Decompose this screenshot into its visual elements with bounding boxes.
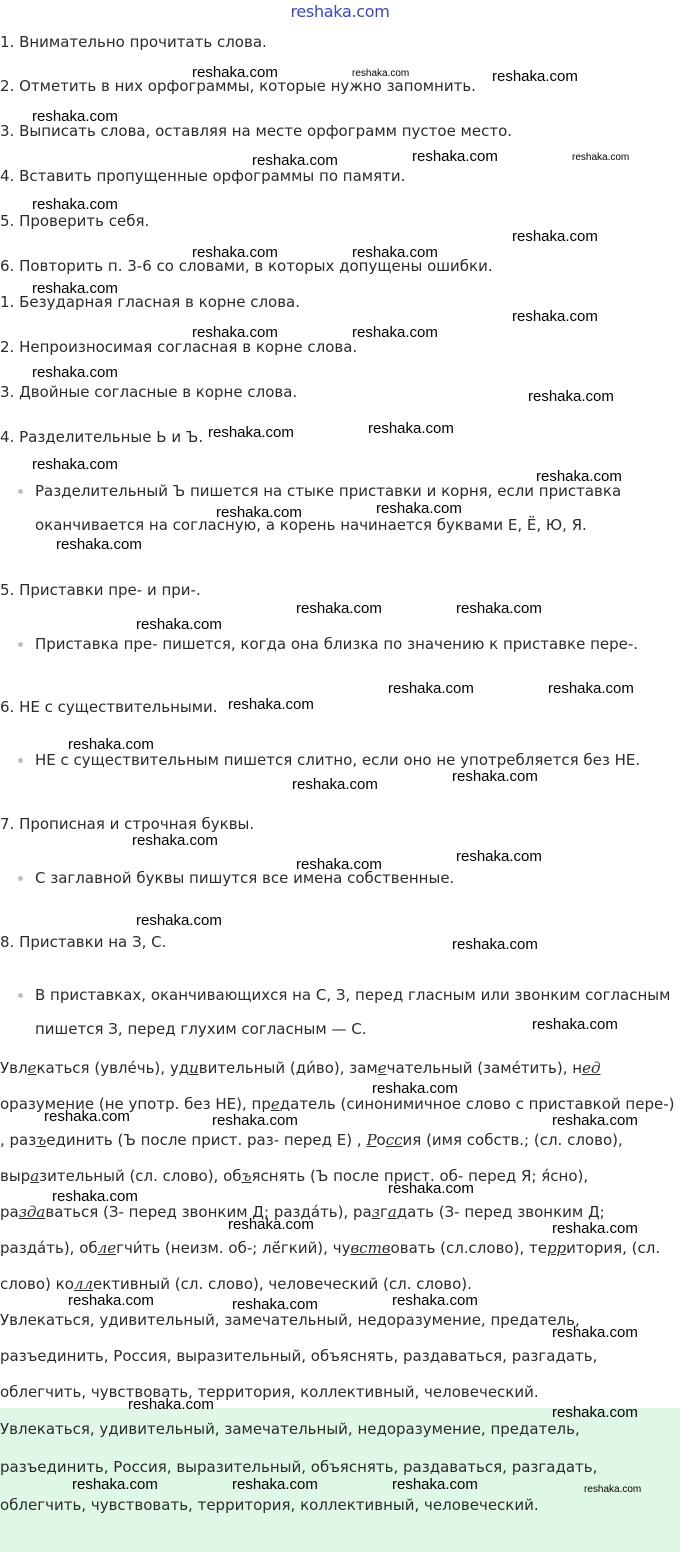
bullet-dot xyxy=(18,876,23,881)
watermark: reshaka.com xyxy=(532,1016,618,1033)
watermark: reshaka.com xyxy=(232,1476,318,1493)
bullet-dot xyxy=(18,642,23,647)
watermark: reshaka.com xyxy=(128,1396,214,1413)
watermark: reshaka.com xyxy=(572,152,630,163)
step-6: 6. Повторить п. 3-6 со словами, в которых допущены ошибки. xyxy=(0,257,493,275)
orthogram-mark: е xyxy=(377,1059,387,1077)
watermark: reshaka.com xyxy=(456,600,542,617)
watermark: reshaka.com xyxy=(32,456,118,473)
watermark: reshaka.com xyxy=(552,1404,638,1421)
watermark: reshaka.com xyxy=(192,324,278,341)
watermark: reshaka.com xyxy=(208,424,294,441)
bullet-dot xyxy=(18,489,23,494)
bullet-dot xyxy=(18,758,23,763)
bullet-text: Приставка пре- пишется, когда она близка по значению к приставке пере-. xyxy=(35,635,639,653)
answer-text: Увлекаться, удивительный, замечательный, недоразумение, предатель, разъединить, Россия, выразительный, объяснять, раздаваться, разгадать, облегчить, чувствовать, территория, коллективный, человеческий. xyxy=(0,1420,598,1514)
bullet-rule-8 xyxy=(18,978,678,1046)
paragraph-text: овать (сл.слово), те xyxy=(390,1239,547,1257)
watermark: reshaka.com xyxy=(492,68,578,85)
watermark: reshaka.com xyxy=(296,600,382,617)
watermark: reshaka.com xyxy=(192,64,278,81)
watermark: reshaka.com xyxy=(32,196,118,213)
paragraph-text: оразумение (не употр. без НЕ), пр xyxy=(0,1095,271,1113)
watermark: reshaka.com xyxy=(216,504,302,521)
bullet-rule-5 xyxy=(18,627,678,661)
watermark: reshaka.com xyxy=(352,68,410,79)
watermark: reshaka.com xyxy=(132,832,218,849)
paragraph-text: единить (Ъ после прист. раз- перед Е) , xyxy=(46,1131,367,1149)
watermark: reshaka.com xyxy=(296,856,382,873)
watermark: reshaka.com xyxy=(392,1292,478,1309)
marked-paragraph xyxy=(0,1050,680,1302)
step-3: 3. Выписать слова, оставляя на месте орфограмм пустое место. xyxy=(0,122,513,140)
orthogram-mark: сс xyxy=(385,1131,403,1149)
orthogram-mark: ед xyxy=(582,1059,601,1077)
bullet-text: НЕ с существительным пишется слитно, если оно не употребляется без НЕ. xyxy=(35,751,641,769)
watermark: reshaka.com xyxy=(452,936,538,953)
watermark: reshaka.com xyxy=(584,1484,642,1495)
paragraph-text: датель (синонимичное слово с приставкой пере-) , раз xyxy=(0,1095,675,1149)
orthogram-mark: и xyxy=(189,1059,199,1077)
watermark: reshaka.com xyxy=(212,1112,298,1129)
watermark: reshaka.com xyxy=(352,244,438,261)
watermark: reshaka.com xyxy=(228,696,314,713)
paragraph-text: ективный (сл. слово), человеческий (сл. слово). xyxy=(93,1275,472,1293)
watermark: reshaka.com xyxy=(32,364,118,381)
watermark: reshaka.com xyxy=(292,776,378,793)
rule-3: 3. Двойные согласные в корне слова. xyxy=(0,383,298,401)
rule-2: 2. Непроизносимая согласная в корне слова. xyxy=(0,338,358,356)
watermark: reshaka.com xyxy=(136,912,222,929)
watermark: reshaka.com xyxy=(376,500,462,517)
paragraph-text: ия (имя собств.; (сл. слово), выр xyxy=(0,1131,623,1185)
orthogram-mark: е xyxy=(27,1059,37,1077)
watermark: reshaka.com xyxy=(512,228,598,245)
rule-8: 8. Приставки на З, С. xyxy=(0,933,167,951)
step-2: 2. Отметить в них орфограммы, которые нужно запомнить. xyxy=(0,77,476,95)
watermark: reshaka.com xyxy=(56,536,142,553)
watermark: reshaka.com xyxy=(192,244,278,261)
watermark: reshaka.com xyxy=(44,1108,130,1125)
rule-7: 7. Прописная и строчная буквы. xyxy=(0,815,255,833)
watermark: reshaka.com xyxy=(368,420,454,437)
watermark: reshaka.com xyxy=(536,468,622,485)
watermark: reshaka.com xyxy=(412,148,498,165)
watermark: reshaka.com xyxy=(228,1216,314,1233)
watermark: reshaka.com xyxy=(456,848,542,865)
orthogram-mark: Р xyxy=(366,1131,377,1149)
bullet-dot xyxy=(18,993,23,998)
rule-6: 6. НЕ с существительными. xyxy=(0,698,218,716)
bullet-text: С заглавной буквы пишутся все имена собственные. xyxy=(35,869,455,887)
bullet-text: В приставках, оканчивающихся на С, З, перед гласным или звонким согласным пишется З, перед глухим согласным — С. xyxy=(35,986,671,1038)
paragraph-text: зительный (сл. слово), об xyxy=(39,1167,242,1185)
orthogram-mark: рр xyxy=(546,1239,567,1257)
watermark: reshaka.com xyxy=(552,1220,638,1237)
orthogram-mark: лл xyxy=(73,1275,93,1293)
site-title[interactable]: reshaka.com xyxy=(290,2,390,21)
watermark: reshaka.com xyxy=(32,108,118,125)
watermark: reshaka.com xyxy=(388,680,474,697)
orthogram-mark: е xyxy=(270,1095,280,1113)
paragraph-text: вительный (ди́во), зам xyxy=(198,1059,378,1077)
orthogram-mark: а xyxy=(30,1167,40,1185)
watermark: reshaka.com xyxy=(388,1180,474,1197)
watermark: reshaka.com xyxy=(68,736,154,753)
watermark: reshaka.com xyxy=(352,324,438,341)
paragraph-text: о xyxy=(376,1131,386,1149)
rule-5: 5. Приставки пре- и при-. xyxy=(0,581,201,599)
watermark: reshaka.com xyxy=(452,768,538,785)
watermark: reshaka.com xyxy=(252,152,338,169)
watermark: reshaka.com xyxy=(232,1296,318,1313)
watermark: reshaka.com xyxy=(32,280,118,297)
rule-4: 4. Разделительные Ь и Ъ. xyxy=(0,428,204,446)
step-4: 4. Вставить пропущенные орфограммы по памяти. xyxy=(0,167,406,185)
orthogram-mark: а xyxy=(387,1203,397,1221)
paragraph-text: яснять (Ъ после прист. об- перед Я; я́сно), ра xyxy=(0,1167,589,1221)
paragraph-text: г xyxy=(379,1203,388,1221)
paragraph-text: ваться (З- перед звонким Д; разда́ть), ра xyxy=(45,1203,372,1221)
orthogram-mark: ъ xyxy=(241,1167,252,1185)
paragraph-text: итория, (сл. слово) ко xyxy=(0,1239,661,1293)
watermark: reshaka.com xyxy=(548,680,634,697)
watermark: reshaka.com xyxy=(552,1324,638,1341)
watermark: reshaka.com xyxy=(552,1112,638,1129)
word-list: Увлекаться, удивительный, замечательный, недоразумение, предатель, разъединить, Россия, выразительный, объяснять, раздаваться, разгадать, облегчить, чувствовать, территория, коллективный, человеческий. xyxy=(0,1311,598,1401)
orthogram-mark: з xyxy=(371,1203,380,1221)
step-1: 1. Внимательно прочитать слова. xyxy=(0,33,267,51)
watermark: reshaka.com xyxy=(512,308,598,325)
watermark: reshaka.com xyxy=(372,1080,458,1097)
watermark: reshaka.com xyxy=(52,1188,138,1205)
orthogram-mark: ъ xyxy=(36,1131,47,1149)
orthogram-mark: вств xyxy=(350,1239,391,1257)
watermark: reshaka.com xyxy=(72,1476,158,1493)
watermark: reshaka.com xyxy=(392,1476,478,1493)
orthogram-mark: ле xyxy=(97,1239,117,1257)
watermark: reshaka.com xyxy=(136,616,222,633)
paragraph-text: гчи́ть (неизм. об-; лё́гкий), чу xyxy=(116,1239,351,1257)
watermark: reshaka.com xyxy=(528,388,614,405)
bullet-text: Разделительный Ъ пишется на стыке приставки и корня, если приставка оканчивается на согласную, а корень начинается буквами Е, Ё, Ю, Я. xyxy=(35,482,622,534)
paragraph-text: каться (увле́чь), уд xyxy=(36,1059,190,1077)
paragraph-text: чательный (заме́тить), н xyxy=(386,1059,583,1077)
step-5: 5. Проверить себя. xyxy=(0,212,150,230)
watermark: reshaka.com xyxy=(68,1292,154,1309)
orthogram-mark: зда xyxy=(18,1203,46,1221)
paragraph-text: Увл xyxy=(0,1059,28,1077)
paragraph-text: дать (З- перед звонким Д; разда́ть), об xyxy=(0,1203,605,1257)
rule-1: 1. Безударная гласная в корне слова. xyxy=(0,293,301,311)
